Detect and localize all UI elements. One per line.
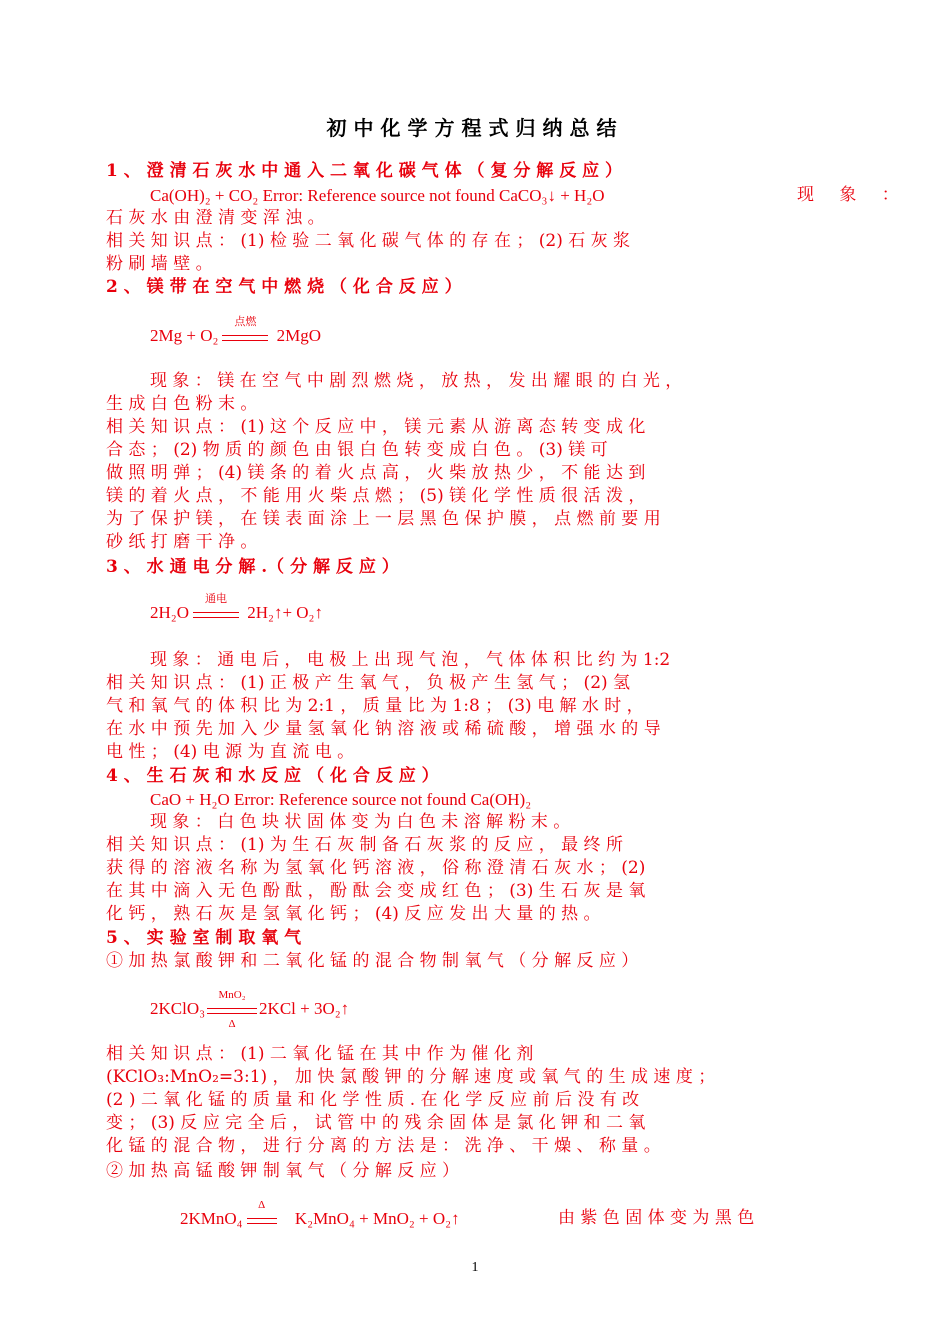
body-line: 相 关 知 识 点 ： (1) 这 个 反 应 中 ， 镁 元 素 从 游 离 态 转 变 成 化 — [106, 417, 646, 437]
body-line: 现 象 ： 通 电 后 ， 电 极 上 出 现 气 泡 ， 气 体 体 积 比 约 为 1:2 — [150, 650, 671, 670]
equation-products: K₂MnO₄ + MnO₂ + O₂↑ — [294, 1209, 460, 1228]
reaction-condition — [247, 1199, 277, 1224]
section-5-subheading-2: ② 加 热 高 锰 酸 钾 制 氧 气 （ 分 解 反 应 ） — [106, 1161, 460, 1181]
section-5-equation-2 — [180, 1199, 460, 1230]
body-line: 相 关 知 识 点 ： (1) 正 极 产 生 氧 气 ， 负 极 产 生 氢 气 ； (2) 氢 — [106, 673, 631, 693]
body-line: (2 ) 二 氧 化 锰 的 质 量 和 化 学 性 质 . 在 化 学 反 应 前 后 没 有 改 — [106, 1090, 640, 1110]
reaction-condition — [207, 989, 257, 1030]
page-title: 初中化学方程式归纳总结 — [326, 116, 624, 140]
condition-label: 点燃 — [234, 316, 257, 328]
condition-heat: Δ — [258, 1199, 266, 1211]
body-line: 镁 的 着 火 点 ， 不 能 用 火 柴 点 燃 ； (5) 镁 化 学 性 质 很 活 泼 ， — [106, 486, 646, 506]
body-line: 合 态 ； (2) 物 质 的 颜 色 由 银 白 色 转 变 成 白 色 。 (3) 镁 可 — [106, 440, 608, 460]
condition-heat: Δ — [228, 1018, 236, 1030]
body-line: 化 钙 ， 熟 石 灰 是 氢 氧 化 钙 ； (4) 反 应 发 出 大 量 的 热 。 — [106, 904, 601, 924]
condition-label: 通电 — [204, 593, 227, 605]
body-line: 相 关 知 识 点 ： (1) 为 生 石 灰 制 备 石 灰 浆 的 反 应 ， 最 终 所 — [106, 835, 623, 855]
body-line: 在 其 中 滴 入 无 色 酚 酞 ， 酚 酞 会 变 成 红 色 ； (3) 生 石 灰 是 氧 — [106, 881, 646, 901]
body-line: 做 照 明 弹 ； (4) 镁 条 的 着 火 点 高 ， 火 柴 放 热 少 ， 不 能 达 到 — [106, 463, 646, 483]
page-number: 1 — [471, 1260, 479, 1275]
reaction-condition — [193, 593, 239, 618]
body-line: 砂 纸 打 磨 干 净 。 — [106, 532, 258, 552]
section-1-equation: Ca(OH)₂ + CO₂ Error: Reference source not found CaCO₃↓ + H₂O — [150, 186, 605, 205]
body-line: 气 和 氧 气 的 体 积 比 为 2:1 ， 质 量 比 为 1:8 ； (3) 电 解 水 时 ， — [106, 696, 644, 716]
section-1-phenomenon-label: 现 象 ： — [797, 185, 909, 205]
section-3-equation — [150, 593, 323, 624]
equation-reactants: 2H₂O — [150, 603, 189, 622]
equation-products: 2KCl + 3O₂↑ — [259, 999, 350, 1018]
equation-reactants: 2KClO₃ — [150, 999, 206, 1018]
equation-products: 2H₂↑+ O₂↑ — [247, 603, 323, 622]
body-line: 变 ； (3) 反 应 完 全 后 ， 试 管 中 的 残 余 固 体 是 氯 化 钾 和 二 氧 — [106, 1113, 646, 1133]
body-line: 电 性 ； (4) 电 源 为 直 流 电 。 — [106, 742, 355, 762]
body-line: 为 了 保 护 镁 ， 在 镁 表 面 涂 上 一 层 黑 色 保 护 膜 ， 点 燃 前 要 用 — [106, 509, 661, 529]
body-line: (KClO₃:MnO₂=3:1) ， 加 快 氯 酸 钾 的 分 解 速 度 或 氧 气 的 生 成 速 度 ； — [106, 1067, 716, 1087]
section-5-equation-1 — [150, 989, 350, 1030]
section-4-heading: 4 、 生 石 灰 和 水 反 应 （ 化 合 反 应 ） — [106, 766, 439, 786]
section-5-subheading-1: ① 加 热 氯 酸 钾 和 二 氧 化 锰 的 混 合 物 制 氧 气 （ 分 解 反 应 ） — [106, 951, 639, 971]
section-5-heading: 5 、 实 验 室 制 取 氧 气 — [106, 928, 302, 948]
equation-products: 2MgO — [276, 326, 322, 345]
body-line: 现 象 ： 镁 在 空 气 中 剧 烈 燃 烧 ， 放 热 ， 发 出 耀 眼 的 白 光 ， — [150, 371, 683, 391]
body-line: 现 象 ： 白 色 块 状 固 体 变 为 白 色 未 溶 解 粉 末 。 — [150, 812, 571, 832]
body-line: 化 锰 的 混 合 物 ， 进 行 分 离 的 方 法 是 ： 洗 净 、 干 燥 、 称 量 。 — [106, 1136, 661, 1156]
section-4-equation: CaO + H₂O Error: Reference source not found Ca(OH)₂ — [150, 790, 532, 809]
body-line: 获 得 的 溶 液 名 称 为 氢 氧 化 钙 溶 液 ， 俗 称 澄 清 石 灰 水 ； (2) — [106, 858, 646, 878]
body-line: 生 成 白 色 粉 末 。 — [106, 394, 258, 414]
equation-reactants: 2Mg + O₂ — [150, 326, 219, 345]
reaction-condition — [222, 316, 268, 341]
equation-reactants: 2KMnO₄ — [180, 1209, 243, 1228]
body-line: 相 关 知 识 点 ： (1) 二 氧 化 锰 在 其 中 作 为 催 化 剂 — [106, 1044, 534, 1064]
section-1-line: 粉 刷 墙 壁 。 — [106, 254, 213, 274]
section-2-equation — [150, 316, 322, 347]
section-5-equation-2-note: 由 紫 色 固 体 变 为 黑 色 — [558, 1208, 755, 1228]
section-1-line: 相 关 知 识 点 ： (1) 检 验 二 氧 化 碳 气 体 的 存 在 ； (2) 石 灰 浆 — [106, 231, 631, 251]
section-1-line: 石 灰 水 由 澄 清 变 浑 浊 。 — [106, 208, 325, 228]
section-1-heading: 1 、 澄 清 石 灰 水 中 通 入 二 氧 化 碳 气 体 （ 复 分 解 反 应 ） — [106, 161, 623, 181]
section-2-heading: 2 、 镁 带 在 空 气 中 燃 烧 （ 化 合 反 应 ） — [106, 277, 462, 297]
body-line: 在 水 中 预 先 加 入 少 量 氢 氧 化 钠 溶 液 或 稀 硫 酸 ， 增 强 水 的 导 — [106, 719, 661, 739]
condition-catalyst: MnO₂ — [218, 989, 246, 1001]
section-3-heading: 3 、 水 通 电 分 解 .（ 分 解 反 应 ） — [106, 557, 399, 577]
